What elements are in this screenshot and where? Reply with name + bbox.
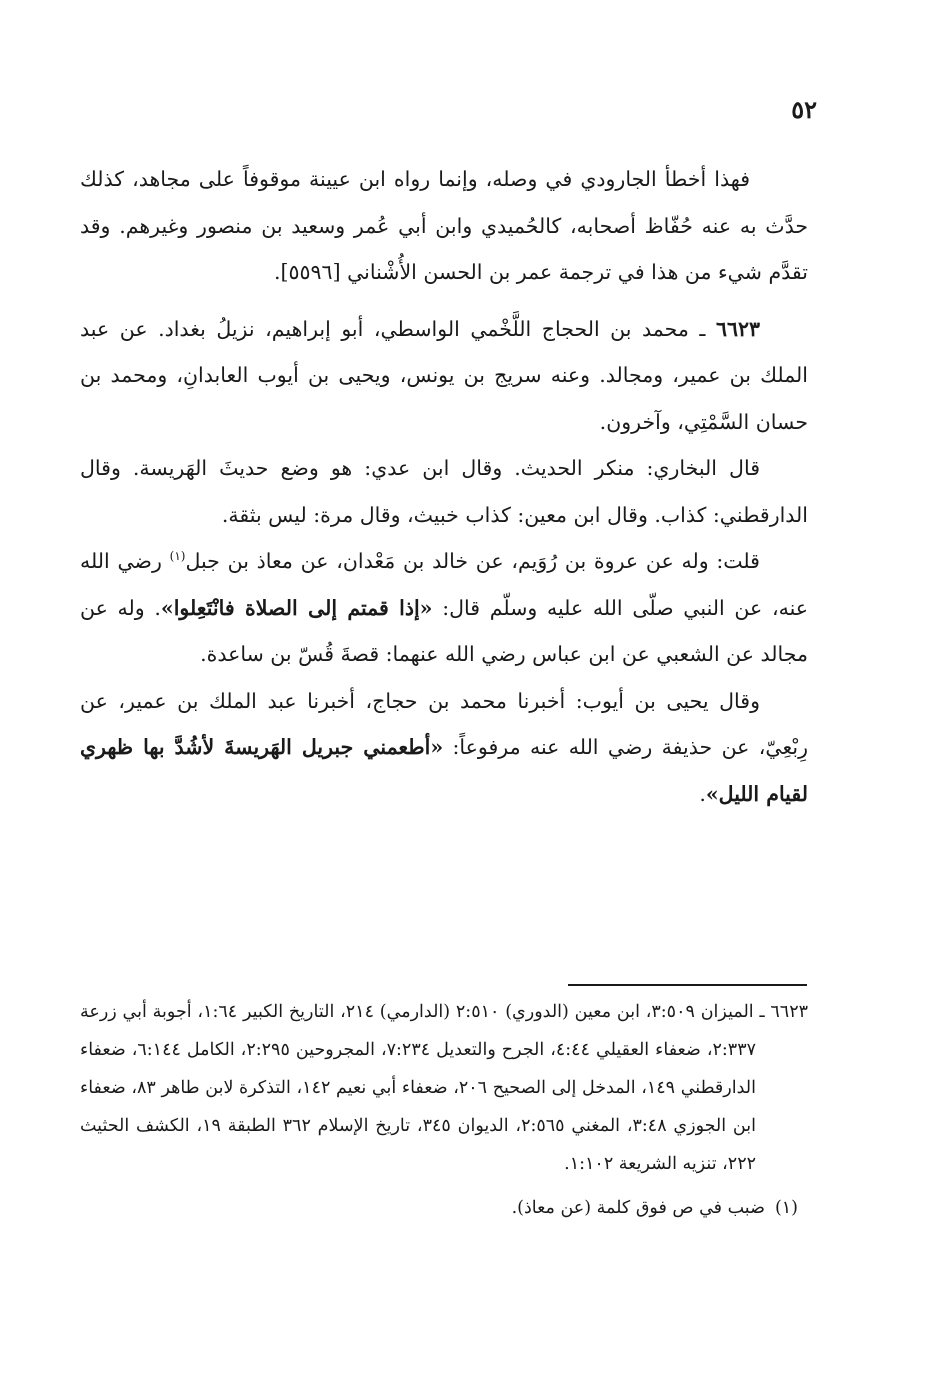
narration-chain: قلت: وله عن عروة بن رُوَيم، عن خالد بن مَعْدان، عن معاذ بن جبل [185,549,760,573]
references-entry: ٦٦٢٣ ـ الميزان ٣:٥٠٩، ابن معين (الدوري) ٢:٥١٠ (الدارمي) ٢١٤، التاريخ الكبير ١:٦٤، أجوبة أبي زرعة ٢:٣٣٧، ضعفاء العقيلي ٤:٤٤، الجرح والتعديل ٧:٢٣٤، المجروحين ٢:٢٩٥، الكامل ٦:١٤٤، ضعفاء الدارقطني ١٤٩، المدخل إلى الصحيح ٢٠٦، ضعفاء أبي نعيم ١٤٢، التذكرة لابن طاهر ٨٣، ضعفاء ابن الجوزي ٣:٤٨، المغني ٢:٥٦٥، الديوان ٣٤٥، تاريخ الإسلام ٣٦٢ الطبقة ١٩، الكشف الحثيث ٢٢٢، تنزيه الشريعة ١:١٠٢. [80,1002,809,1174]
paragraph-intro: فهذا أخطأ الجارودي في وصله، وإنما رواه ابن عيينة موقوفاً على مجاهد، كذلك حدَّث به عنه حُفّاظ أصحابه، كالحُميدي وابن أبي عُمر وسعيد بن منصور وغيرهم. وقد تقدَّم شيء من هذا في ترجمة عمر بن الحسن الأُشْناني [٥٥٩٦]. [80,167,808,284]
paragraph-hadith-harisa [80,678,808,818]
hadith-quote: «إذا قمتم إلى الصلاة فانْتَعِلوا» [160,595,433,620]
footnote-number: (١) [774,1198,798,1218]
paragraph-entry-header [80,306,808,446]
narration-end: . وله عن مجالد عن الشعبي عن ابن عباس رضي الله عنهما: قصةَ قُسّ بن ساعدة. [80,595,808,666]
page-number: ٥٢ [791,95,817,124]
harisa-end: . [699,781,706,806]
harisa-quote: «أطعمني جبريل الهَريسةَ لأشُدَّ بها ظهري لقيام الليل» [80,735,808,806]
footnote-divider [568,984,807,986]
footnote-marker[interactable]: (١) [169,549,186,564]
narration-continued: رضي الله عنه، عن النبي صلّى الله عليه وسلّم قال: [80,549,808,620]
main-text [80,156,808,817]
harisa-chain: وقال يحيى بن أيوب: أخبرنا محمد بن حجاج، أخبرنا عبد الملك بن عمير، عن رِبْعِيّ، عن حذيفة رضي الله عنه مرفوعاً: [80,688,808,759]
entry-number: ٦٦٢٣ [715,316,760,341]
footnote-text: ضبب في ص فوق كلمة (عن معاذ). [511,1198,765,1218]
paragraph-critics: قال البخاري: منكر الحديث. وقال ابن عدي: هو وضع حديثَ الهَريسة. وقال الدارقطني: كذاب. وقال ابن معين: كذاب خبيث، وقال مرة: ليس بثقة. [80,456,808,527]
entry-biography: ـ محمد بن الحجاج اللَّخْمي الواسطي، أبو إبراهيم، نزيلُ بغداد. عن عبد الملك بن عمير، ومجالد. وعنه سريج بن يونس، ويحيى بن أيوب العابدانِ، ومحمد بن حسان السَّمْتِي، وآخرون. [80,316,808,434]
paragraph-hadith-narration [80,538,808,678]
footnote-1 [80,1189,808,1227]
footnotes-section [80,993,808,1227]
